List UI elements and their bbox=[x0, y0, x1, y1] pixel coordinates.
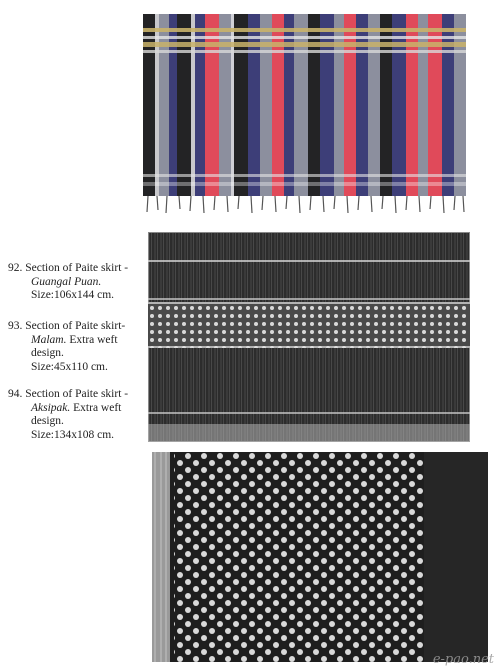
caption-fig-93 bbox=[8, 320, 148, 374]
caption-description: Extra weft design. bbox=[31, 333, 118, 359]
caption-size: Size:106x144 cm. bbox=[31, 289, 115, 301]
caption-skirt-name: Malam. bbox=[31, 333, 67, 346]
watermark-text: e-pao.net bbox=[432, 652, 494, 667]
caption-title: Section of Paite skirt- bbox=[25, 320, 126, 332]
caption-skirt-name: Guangal Puan. bbox=[31, 275, 102, 288]
bw-band-textile-image bbox=[148, 232, 470, 442]
caption-title: Section of Paite skirt - bbox=[25, 388, 129, 400]
polka-dot-textile-image bbox=[152, 452, 488, 662]
caption-fig-92 bbox=[8, 262, 148, 303]
caption-title: Section of Paite skirt - bbox=[25, 262, 129, 274]
photo-aksipak-skirt bbox=[152, 452, 488, 662]
caption-description: Extra weft design. bbox=[31, 401, 122, 427]
caption-fig-94 bbox=[8, 388, 148, 442]
caption-size: Size:134x108 cm. bbox=[31, 428, 115, 441]
photo-malam-skirt bbox=[148, 232, 470, 442]
stripe-group bbox=[143, 14, 466, 196]
caption-number: 94. bbox=[8, 388, 23, 400]
caption-number: 93. bbox=[8, 320, 23, 332]
caption-number: 92. bbox=[8, 262, 23, 274]
caption-size: Size:45x110 cm. bbox=[31, 360, 108, 373]
striped-textile-image bbox=[143, 14, 466, 214]
caption-skirt-name: Aksipak. bbox=[31, 401, 71, 414]
photo-guangal-puan-skirt bbox=[143, 14, 466, 214]
